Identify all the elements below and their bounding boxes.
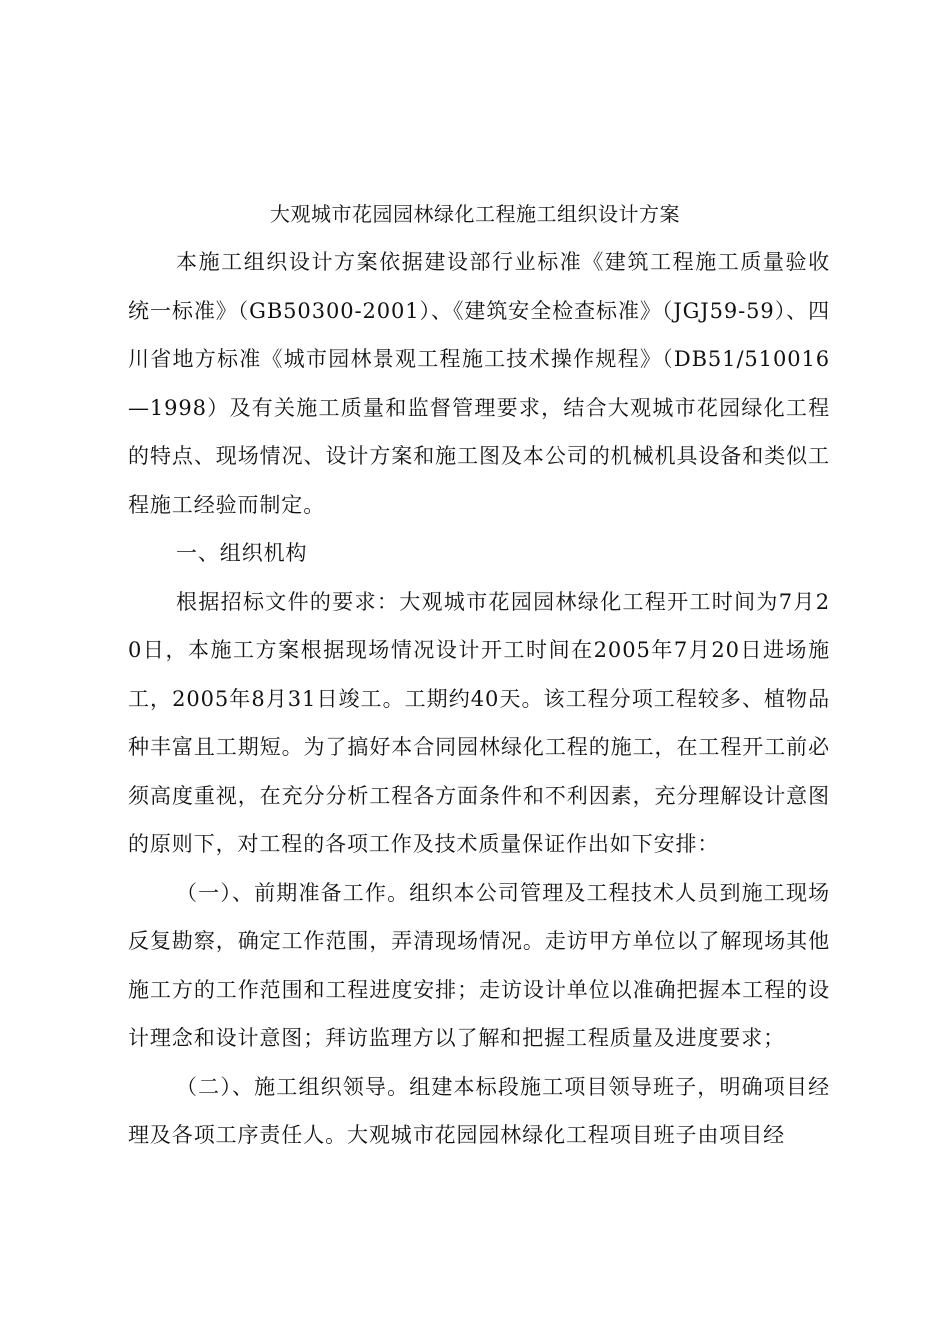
intro-paragraph: 本施工组织设计方案依据建设部行业标准《建筑工程施工质量验收统一标准》（GB50300-2001）、《建筑安全检查标准》（JGJ59-59）、四川省地方标准《城市园林景观工程施工技术操作规程》（DB51/510016—1998）及有关施工质量和监督管理要求，结合大观城市花园绿化工程的特点、现场情况、设计方案和施工图及本公司的机械机具设备和类似工程施工经验而制定。 <box>128 250 830 517</box>
item-leadership-paragraph: （二）、施工组织领导。组建本标段施工项目领导班子，明确项目经理及各项工序责任人。大观城市花园园林绿化工程项目班子由项目经 <box>128 1074 830 1147</box>
item-preparation-paragraph: （一）、前期准备工作。组织本公司管理及工程技术人员到施工现场反复勘察，确定工作范围，弄清现场情况。走访甲方单位以了解现场其他施工方的工作范围和工程进度安排；走访设计单位以准确把握本工程的设计理念和设计意图；拜访监理方以了解和把握工程质量及进度要求； <box>128 880 830 1050</box>
document-title: 大观城市花园园林绿化工程施工组织设计方案 <box>270 202 680 226</box>
document-body <box>128 238 830 1160</box>
section-paragraph-schedule: 根据招标文件的要求：大观城市花园园林绿化工程开工时间为7月20日，本施工方案根据现场情况设计开工时间在2005年7月20日进场施工，2005年8月31日竣工。工期约40天。该工程分项工程较多、植物品种丰富且工期短。为了搞好本合同园林绿化工程的施工，在工程开工前必须高度重视，在充分分析工程各方面条件和不利因素，充分理解设计意图的原则下，对工程的各项工作及技术质量保证作出如下安排： <box>128 589 830 856</box>
section-heading-organization: 一、组织机构 <box>176 541 308 565</box>
